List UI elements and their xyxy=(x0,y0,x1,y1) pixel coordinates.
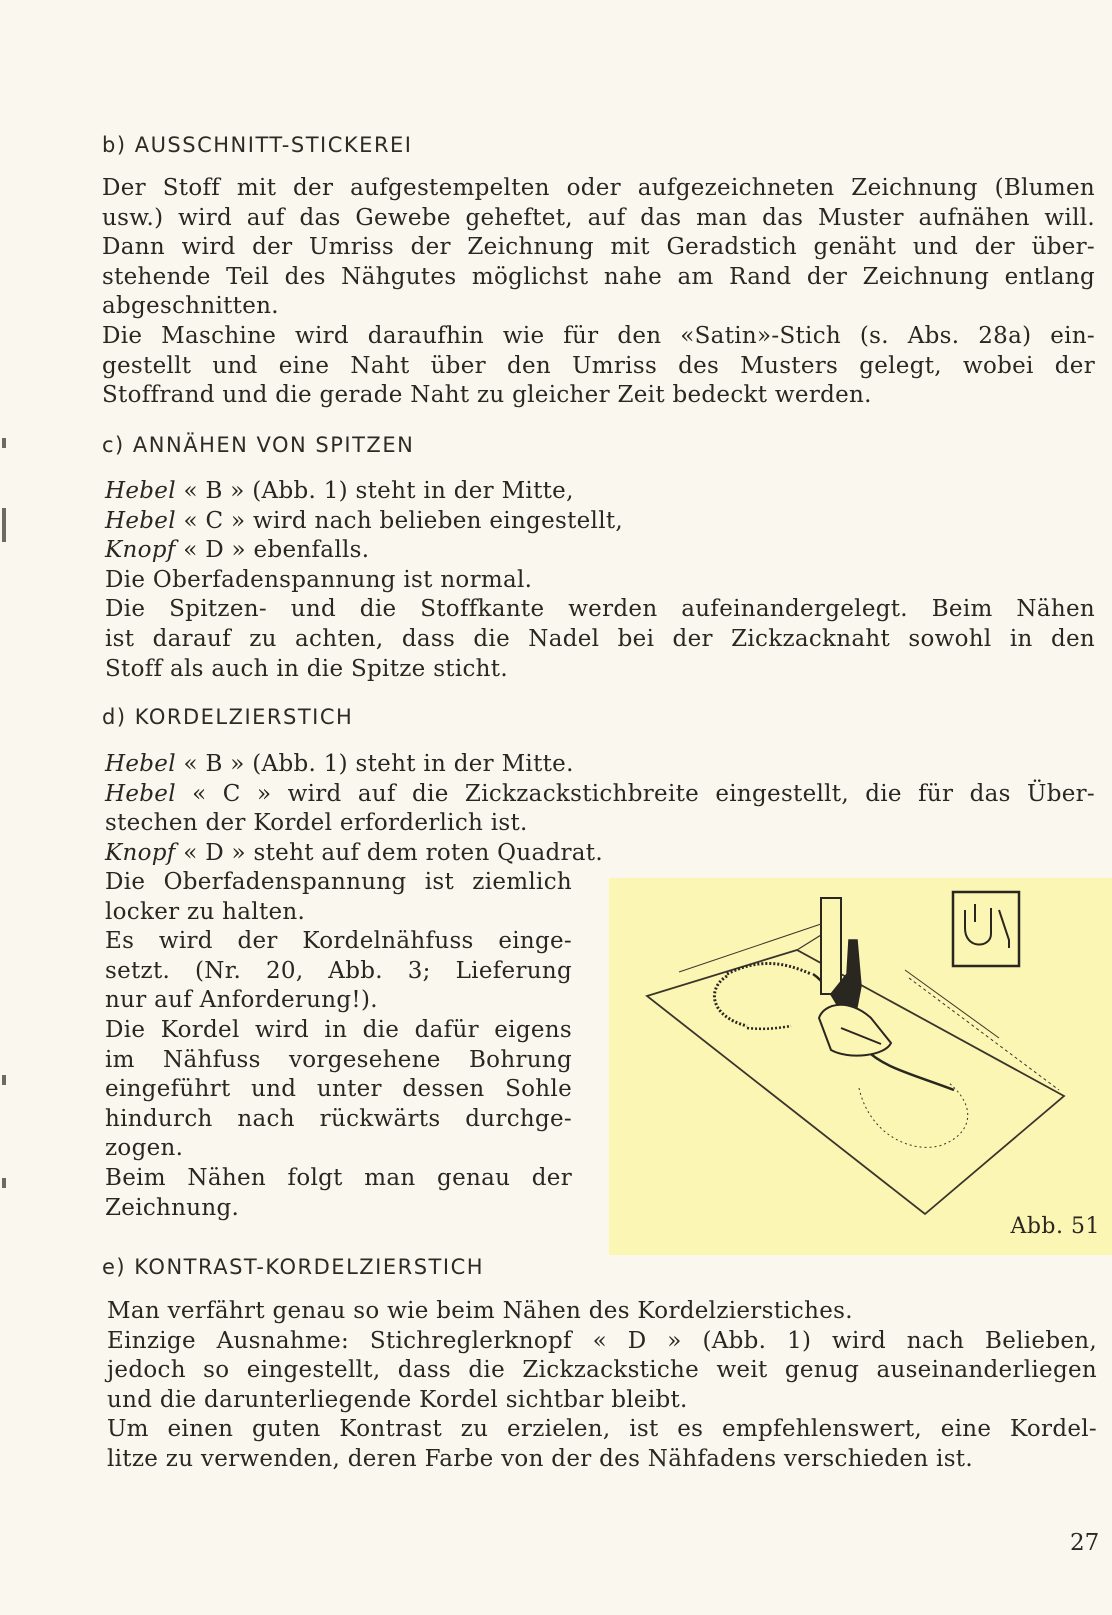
text-line: jedoch so eingestellt, dass die Zickzackstiche weit genug auseinanderliegen xyxy=(107,1357,1097,1384)
cord-stitch-top xyxy=(727,963,811,974)
text-line: stechen der Kordel erforderlich ist. xyxy=(105,810,528,837)
pattern-outline xyxy=(859,1083,968,1147)
setting-line xyxy=(105,780,1095,810)
text-line: Es wird der Kordelnähfuss einge- xyxy=(105,928,572,955)
foot-symbol-frame xyxy=(953,892,1019,966)
text-line: im Nähfuss vorgesehene Bohrung xyxy=(105,1046,572,1073)
text-line: Die Oberfadenspannung ist ziemlich xyxy=(105,869,572,895)
text-line: Die Spitzen- und die Stoffkante werden aufeinandergelegt. Beim Nähen xyxy=(105,596,1095,623)
section-c-text xyxy=(105,477,1095,684)
setting-line xyxy=(105,507,1095,537)
section-heading-b: b) AUSSCHNITT-STICKEREI xyxy=(102,133,413,157)
fabric-fold xyxy=(909,978,1059,1090)
setting-label: Hebel xyxy=(105,507,176,534)
text-line: Man verfährt genau so wie beim Nähen des Kordelzierstiches. xyxy=(107,1298,853,1324)
section-heading-c: c) ANNÄHEN VON SPITZEN xyxy=(102,433,415,457)
text-line: Stoffrand und die gerade Naht zu gleicher Zeit bedeckt werden. xyxy=(102,382,872,409)
leader-line xyxy=(905,970,999,1038)
text-line: locker zu halten. xyxy=(105,898,306,925)
setting-text: « B » (Abb. 1) steht in der Mitte. xyxy=(183,751,574,777)
setting-text: « D » ebenfalls. xyxy=(183,537,370,564)
text-line: usw.) wird auf das Gewebe geheftet, auf das man das Muster aufnähen will. xyxy=(102,204,1095,231)
setting-label: Hebel xyxy=(105,478,176,504)
foot-symbol-icon xyxy=(965,904,1009,948)
text-line: Um einen guten Kontrast zu erzielen, ist es empfehlenswert, eine Kordel- xyxy=(107,1416,1097,1443)
section-d-narrow-text xyxy=(105,868,572,1223)
text-line: Stoff als auch in die Spitze sticht. xyxy=(105,655,508,682)
text-line: Einzige Ausnahme: Stichreglerknopf « D » (Abb. 1) wird nach Belieben, xyxy=(107,1327,1097,1354)
setting-line xyxy=(105,750,1095,780)
figure-abb-51 xyxy=(609,878,1112,1255)
foot-sole xyxy=(819,1005,891,1056)
setting-text: « B » (Abb. 1) steht in der Mitte, xyxy=(183,478,574,504)
text-line: Die Oberfadenspannung ist normal. xyxy=(105,566,533,593)
setting-text: « D » steht auf dem roten Quadrat. xyxy=(183,839,603,866)
setting-text: « C » wird nach belieben eingestellt, xyxy=(183,507,624,534)
figure-caption: Abb. 51 xyxy=(1010,1214,1100,1239)
setting-line xyxy=(105,536,1095,566)
text-line: eingeführt und unter dessen Sohle xyxy=(105,1076,572,1103)
section-e-text xyxy=(107,1297,1097,1475)
section-heading-d: d) KORDELZIERSTICH xyxy=(102,705,354,729)
margin-mark xyxy=(2,1178,6,1188)
text-line: nur auf Anforderung!). xyxy=(105,987,378,1014)
text-line: stehende Teil des Nähgutes möglichst nahe am Rand der Zeichnung entlang xyxy=(102,263,1095,290)
cord-stitch-bottom xyxy=(747,1026,791,1029)
text-line: Die Maschine wird daraufhin wie für den «Satin»-Stich (s. Abs. 28a) ein- xyxy=(102,322,1095,349)
setting-line xyxy=(105,477,1095,507)
foot-shank xyxy=(821,898,841,994)
margin-mark xyxy=(2,1075,6,1085)
text-line: ist darauf zu achten, dass die Nadel bei der Zickzacknaht sowohl in den xyxy=(105,625,1095,652)
section-b-text xyxy=(102,174,1095,411)
cording-foot-illustration xyxy=(609,878,1112,1255)
text-line: setzt. (Nr. 20, Abb. 3; Lieferung xyxy=(105,957,572,984)
text-line: Beim Nähen folgt man genau der xyxy=(105,1164,572,1191)
section-heading-e: e) KONTRAST-KORDELZIERSTICH xyxy=(102,1255,485,1279)
setting-line xyxy=(105,839,1095,869)
text-line: hindurch nach rückwärts durchge- xyxy=(105,1105,572,1132)
margin-mark xyxy=(2,508,6,542)
setting-label: Knopf xyxy=(105,537,176,564)
text-line: abgeschnitten. xyxy=(102,293,279,320)
section-d-text xyxy=(105,750,1095,868)
text-line: Die Kordel wird in die dafür eigens xyxy=(105,1016,572,1043)
setting-text: « C » wird auf die Zickzackstichbreite eingestellt, die für das Über- xyxy=(192,780,1095,807)
setting-label: Hebel xyxy=(105,751,176,777)
setting-label: Knopf xyxy=(105,839,176,866)
text-line: Dann wird der Umriss der Zeichnung mit Geradstich genäht und der über- xyxy=(102,234,1095,261)
text-line: zogen. xyxy=(105,1135,184,1162)
page-number: 27 xyxy=(1070,1530,1100,1556)
setting-label: Hebel xyxy=(105,780,176,807)
cord-stitch-left xyxy=(714,976,747,1026)
text-line: litze zu verwenden, deren Farbe von der des Nähfadens verschieden ist. xyxy=(107,1445,973,1472)
text-line: gestellt und eine Naht über den Umriss des Musters gelegt, wobei der xyxy=(102,352,1095,379)
text-line: Zeichnung. xyxy=(105,1194,240,1221)
text-line: Der Stoff mit der aufgestempelten oder aufgezeichneten Zeichnung (Blumen xyxy=(102,175,1095,201)
text-line: und die darunterliegende Kordel sichtbar bleibt. xyxy=(107,1386,688,1413)
margin-mark xyxy=(2,438,6,448)
